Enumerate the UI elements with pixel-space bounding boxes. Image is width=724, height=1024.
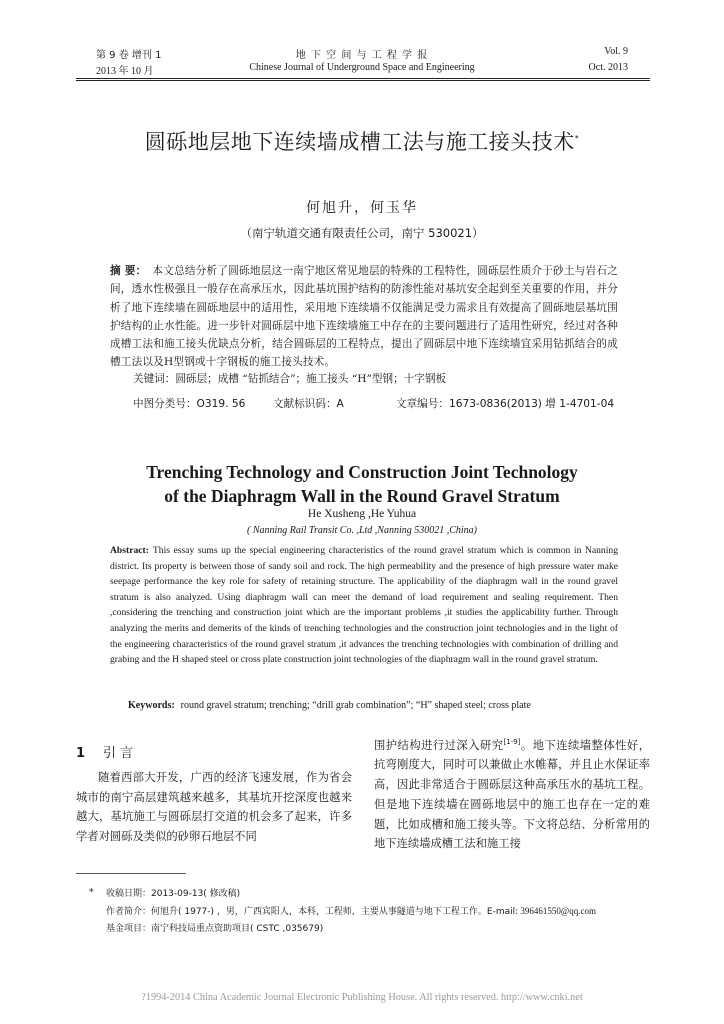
header-rule-top <box>76 78 650 79</box>
abstract-en-text: This essay sums up the special engineering characteristics of the round gravel stratum which is common in Nanning district. Its property is between those of sandy soil and rock. The high permeability and the presence of high pressure water make seepage performance the key role for safety of retaining structure. The applicability of the diaphragm wall in the round gravel stratum is also analyzed. Using diaphragm wall can meet the demand of load requirement and sealing requirement. Then ,considering the trenching and construction joint which are the important problems ,it studies the applicability further. Through analyzing the merits and demerits of the kinds of trenching technologies and the construction joint technologies and in the light of the engineering characteristics of the round gravel stratum ,it advances the trenching technologies with combination of drilling and grabing and the H shaped steel or cross plate construction joint technologies of the diaphragm wall in the round gravel stratum. <box>110 545 618 666</box>
body-right-text-b: 。地下连续墙整体性好，抗弯刚度大，同时可以兼做止水帷幕，并且止水保证率高，因此非常适合于圆砾层这种高承压水的基坑工程。但是地下连续墙在圆砾地层中的施工也存在一定的难题，比如成槽和施工接头等。下文将总结、分析常用的地下连续墙成槽工法和施工接 <box>374 738 650 851</box>
authors-en: He Xusheng ,He Yuhua <box>307 508 417 520</box>
affiliation-en: ( Nanning Rail Transit Co. ,Ltd ,Nanning 530021 ,China) <box>246 525 478 536</box>
section-number: 1 <box>76 746 86 761</box>
header-rule-bottom <box>76 80 650 81</box>
abstract-cn-label: 摘 要： <box>110 265 147 277</box>
section-heading <box>76 742 133 761</box>
abstract-cn <box>110 262 618 372</box>
journal-date: 2013 年 10 月 <box>96 66 154 77</box>
affiliation-cn: （南宁轨道交通有限责任公司，南宁 530021） <box>240 226 484 240</box>
journal-name-en: Chinese Journal of Underground Space and Engineering <box>249 62 475 73</box>
paper-title-cn <box>0 126 724 156</box>
citation-ref: [1-9] <box>503 738 521 746</box>
document-code: 文献标识码：A <box>273 398 344 410</box>
journal-vol-en: Vol. 9 <box>604 46 628 57</box>
author-bio-text: 作者简介：何旭升( 1977-) ，男，广西宾阳人，本科，工程师，主要从事隧道与地下工程工作。E-mail: <box>106 907 519 917</box>
copyright-line: ?1994-2014 China Academic Journal Electronic Publishing House. All rights reserved. http://www.cnki.net <box>141 992 583 1003</box>
abstract-en-label: Abstract: <box>110 545 149 556</box>
footnote-received: 收稿日期：2013-09-13( 修改稿) <box>106 889 241 899</box>
abstract-en <box>110 543 618 668</box>
title-footnote-mark: * <box>574 134 580 143</box>
footnote-author-bio <box>106 904 666 917</box>
abstract-cn-text: 本文总结分析了圆砾地层这一南宁地区常见地层的特殊的工程特性，圆砾层性质介于砂土与岩石之间，透水性极强且一般存在高承压水，因此基坑围护结构的防渗性能对基坑安全起到至关重要的作用，并分析了地下连续墙在圆砾地层中的适用性，采用地下连续墙不仅能满足受力需求且有效提高了圆砾地层基坑围护结构的止水性能。进一步针对圆砾层中地下连续墙施工中存在的主要问题进行了适用性研究，经过对各种成槽工法和施工接头优缺点分析，结合圆砾层的工程特点，提出了圆砾层中地下连续墙宜采用钻抓结合的成槽工法以及H型钢或十字钢板的施工接头技术。 <box>110 265 618 369</box>
journal-date-en: Oct. 2013 <box>588 62 628 73</box>
body-right-text-a: 围护结构进行过深入研究 <box>374 738 504 752</box>
paper-title-en <box>0 460 724 508</box>
journal-name-cn: 地 下 空 间 与 工 程 学 报 <box>295 50 429 61</box>
section-title: 引 言 <box>103 746 134 761</box>
footnote-rule <box>76 873 186 874</box>
keywords-en-text: round gravel stratum; trenching; “drill grab combination”; “H” shaped steel; cross plate <box>180 700 531 711</box>
keywords-cn-label: 关键词： <box>133 373 176 385</box>
keywords-cn-text: 圆砾层；成槽 “钻抓结合”；施工接头 “H”型钢；十字钢板 <box>175 373 447 385</box>
keywords-cn <box>133 371 623 386</box>
article-number: 文章编号：1673-0836(2013) 增 1-4701-04 <box>396 398 615 410</box>
journal-volume: 第 9 卷 增刊 1 <box>96 50 162 61</box>
authors-cn: 何旭升，何玉华 <box>306 200 418 216</box>
body-column-left: 随着西部大开发，广西的经济飞速发展，作为省会城市的南宁高层建筑越来越多，其基坑开挖深度也越来越大，基坑施工与圆砾层打交道的机会多了起来，许多学者对圆砾及类似的砂卵石地层不同 <box>76 771 352 844</box>
keywords-en <box>128 700 628 711</box>
keywords-en-label: Keywords: <box>128 700 175 711</box>
body-column-right <box>374 733 650 854</box>
clc-number: 中图分类号：O319. 56 <box>133 398 246 410</box>
footnote-funding: 基金项目：南宁科技局重点资助项目( CSTC ,035679) <box>106 924 324 934</box>
author-email: 396461550@qq.com <box>518 906 596 916</box>
paper-title-en-line2: of the Diaphragm Wall in the Round Gravel Stratum <box>164 486 560 506</box>
paper-title-en-line1: Trenching Technology and Construction Joint Technology <box>146 462 578 482</box>
footnote-star: * <box>89 888 94 898</box>
paper-title-cn-text: 圆砾地层地下连续墙成槽工法与施工接头技术 <box>144 130 575 154</box>
